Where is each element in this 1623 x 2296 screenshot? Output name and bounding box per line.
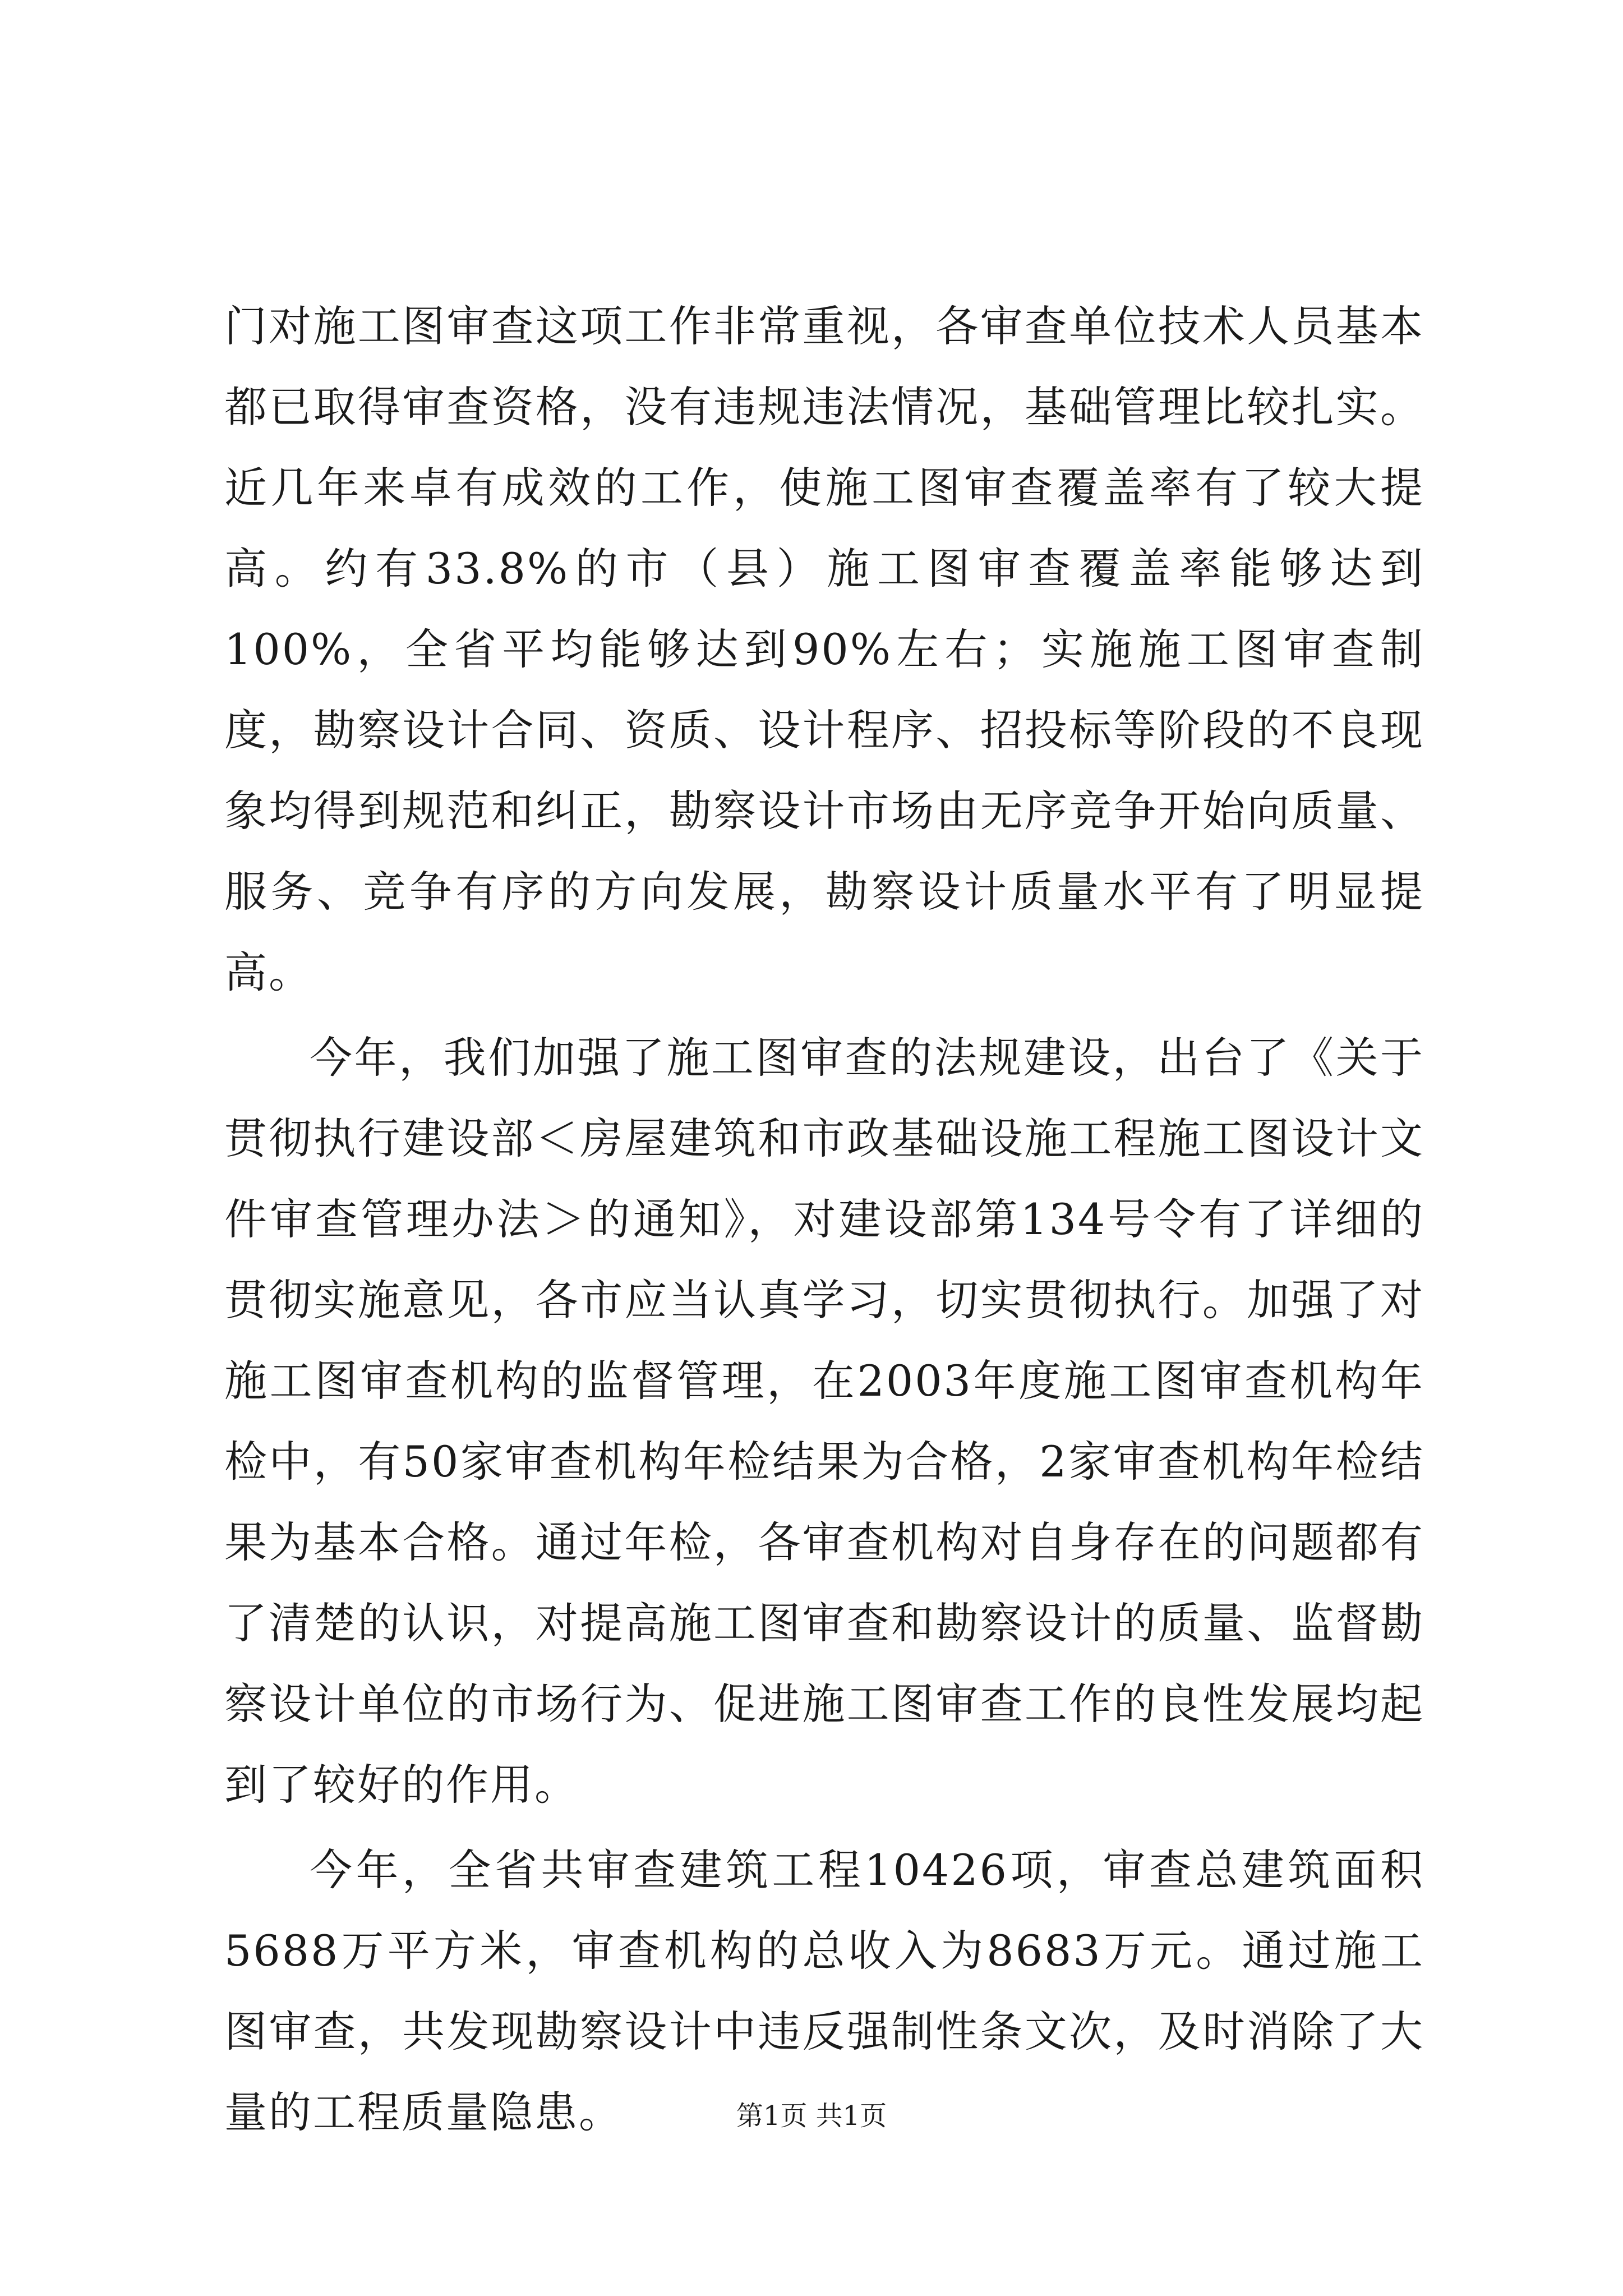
paragraph-continued: 门对施工图审查这项工作非常重视，各审查单位技术人员基本都已取得审查资格，没有违规违法情况，基础管理比较扎实。近几年来卓有成效的工作，使施工图审查覆盖率有了较大提高。约有33.8%的市（县）施工图审查覆盖率能够达到100%，全省平均能够达到90%左右；实施施工图审查制度，勘察设计合同、资质、设计程序、招投标等阶段的不良现象均得到规范和纠正，勘察设计市场由无序竞争开始向质量、服务、竞争有序的方向发展，勘察设计质量水平有了明显提高。 xyxy=(224,301,1424,997)
document-body xyxy=(224,286,1424,2153)
page-footer xyxy=(0,2098,1623,2134)
paragraph-regulation: 今年，我们加强了施工图审查的法规建设，出台了《关于贯彻执行建设部＜房屋建筑和市政基础设施工程施工图设计文件审查管理办法＞的通知》，对建设部第134号令有了详细的贯彻实施意见，各市应当认真学习，切实贯彻执行。加强了对施工图审查机构的监督管理，在2003年度施工图审查机构年检中，有50家审查机构年检结果为合格，2家审查机构年检结果为基本合格。通过年检，各审查机构对自身存在的问题都有了清楚的认识，对提高施工图审查和勘察设计的质量、监督勘察设计单位的市场行为、促进施工图审查工作的良性发展均起到了较好的作用。 xyxy=(224,1033,1424,1810)
paragraph-statistics: 今年，全省共审查建筑工程10426项，审查总建筑面积5688万平方米，审查机构的总收入为8683万元。通过施工图审查，共发现勘察设计中违反强制性条文次，及时消除了大量的工程质量隐患。 xyxy=(224,1845,1424,2137)
page-number-label: 第1页 共1页 xyxy=(736,2100,887,2132)
